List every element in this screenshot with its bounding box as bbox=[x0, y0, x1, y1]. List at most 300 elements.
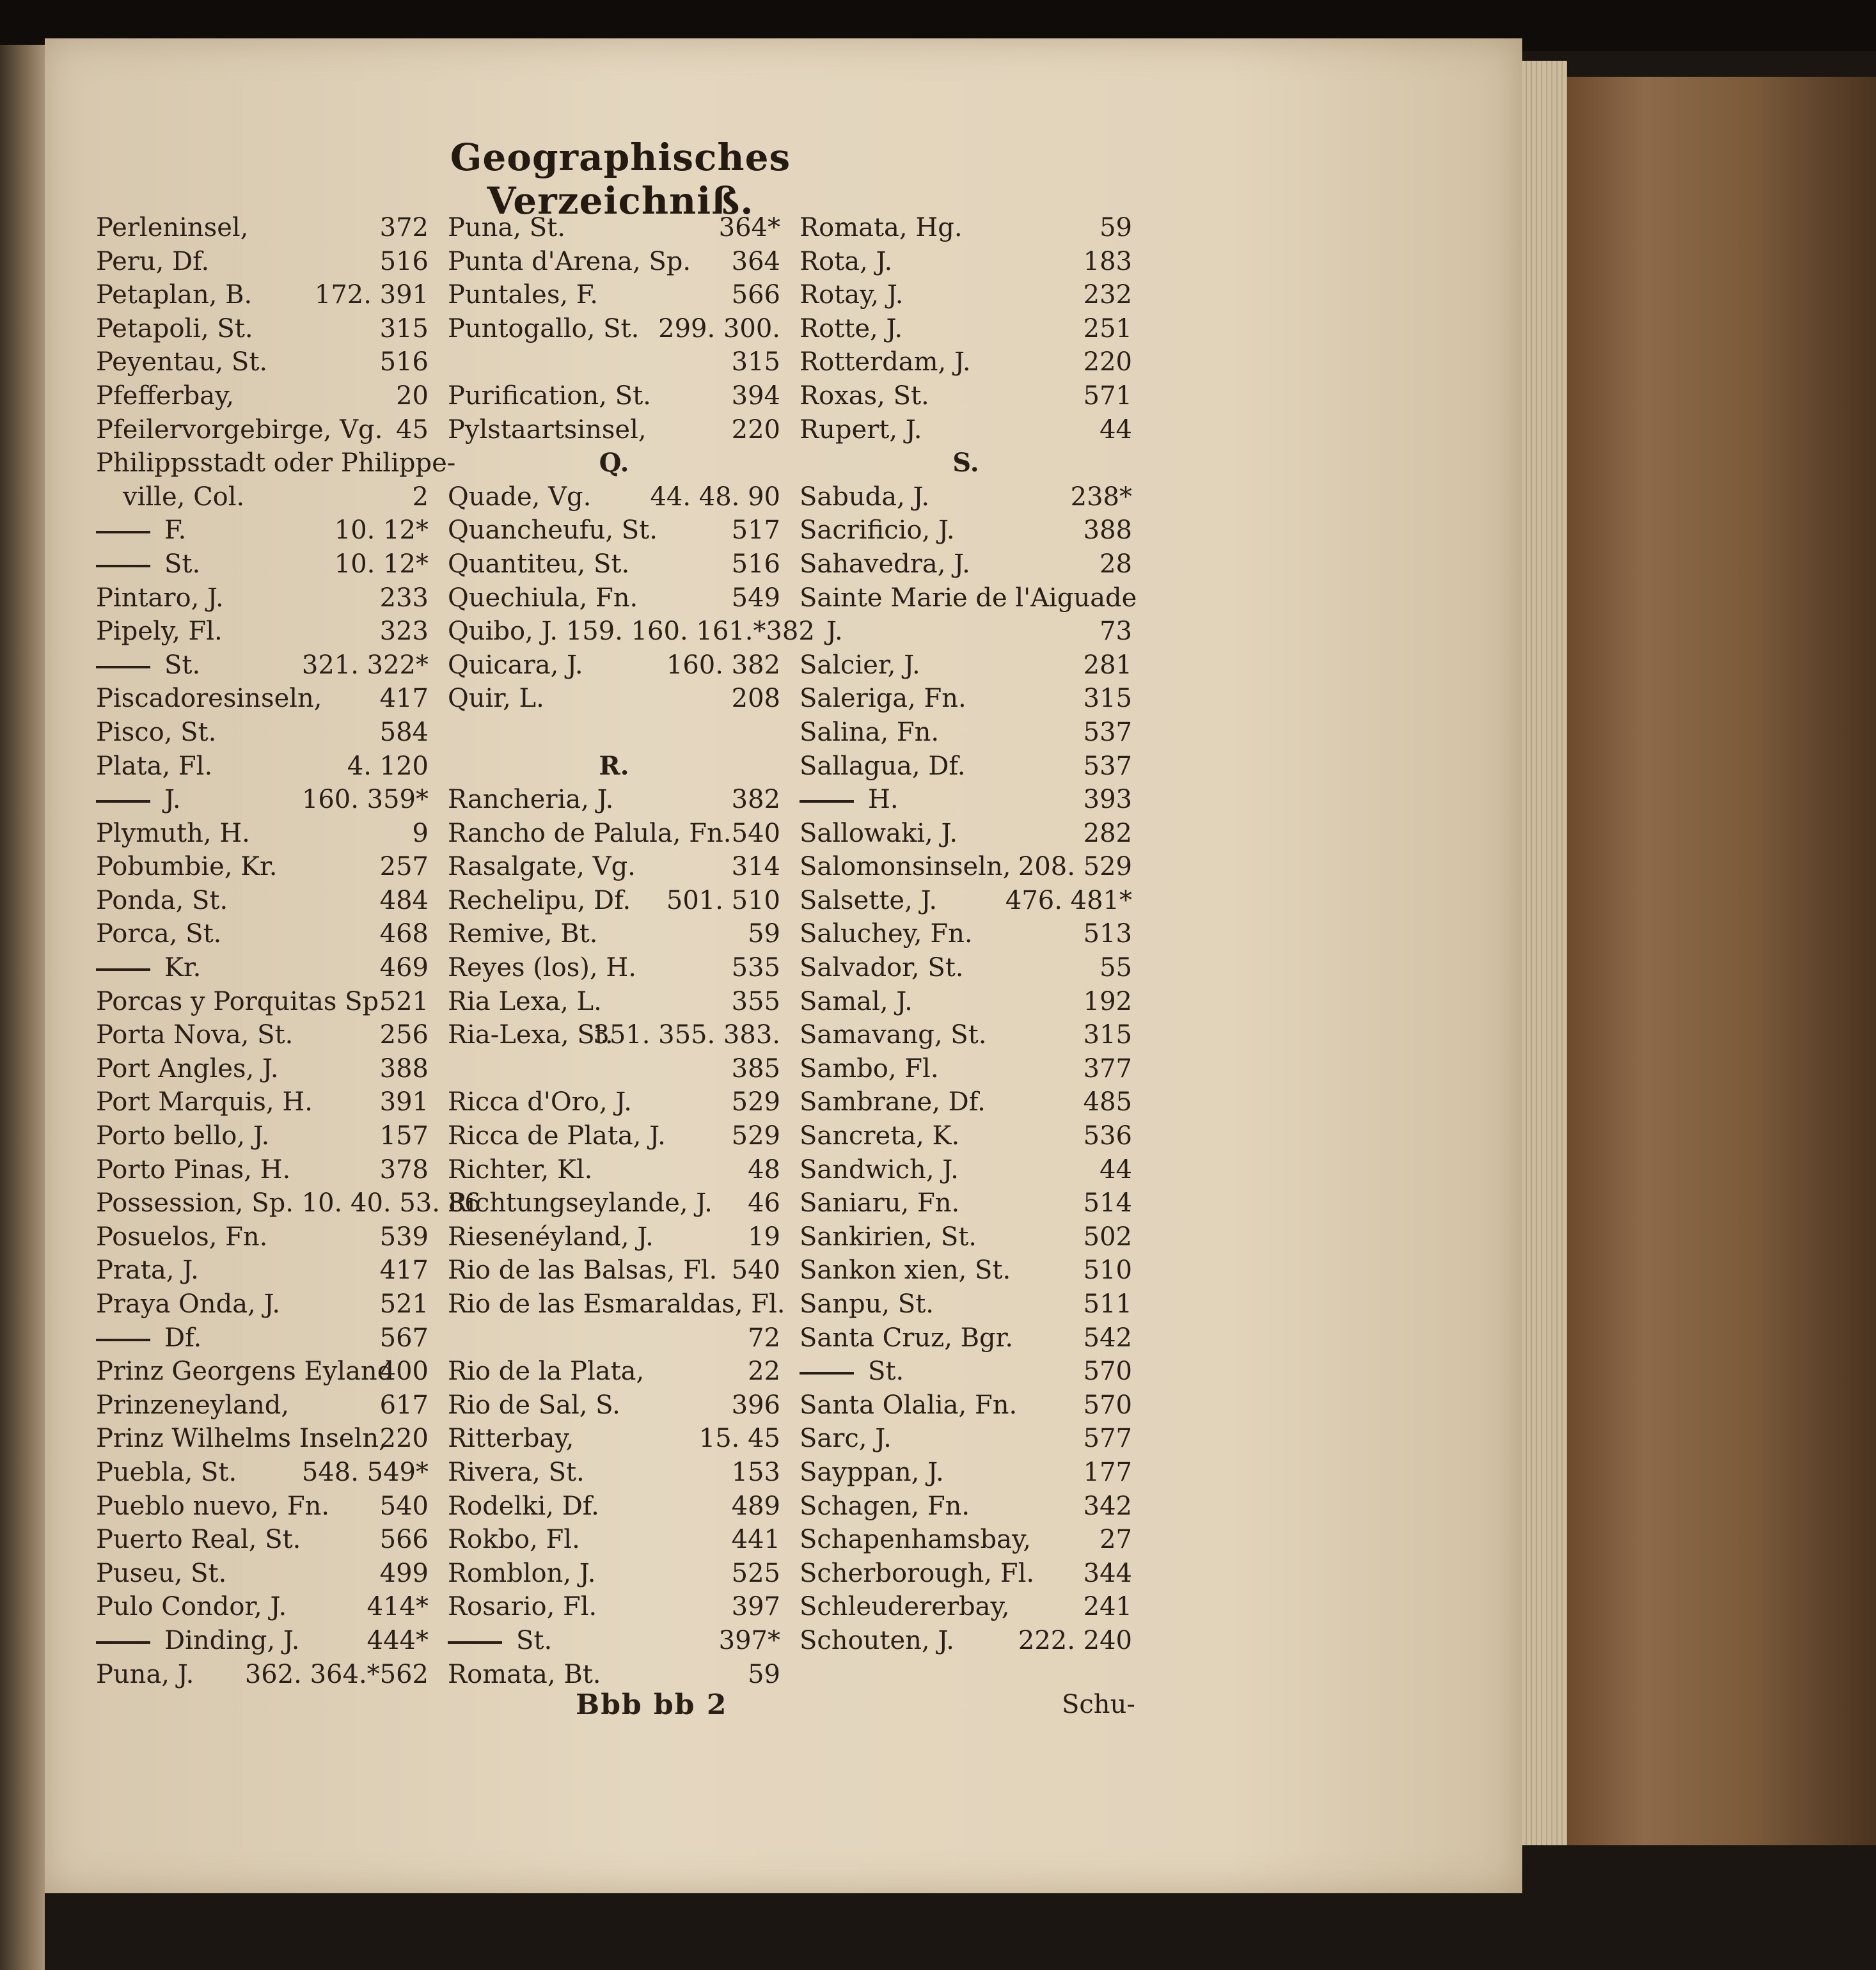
entry-name-text: Rio de las Esmaraldas, Fl. bbox=[448, 1289, 785, 1319]
entry-name bbox=[800, 1321, 1013, 1355]
entry-name bbox=[448, 1523, 580, 1557]
entry-name bbox=[96, 1523, 301, 1557]
signature-mark: Bbb bb 2 bbox=[576, 1689, 728, 1721]
entry-name-text: Sandwich, J. bbox=[800, 1154, 959, 1185]
index-entry bbox=[448, 514, 780, 548]
entry-page-number: 44 bbox=[1100, 1154, 1132, 1185]
entry-name-text: Quade, Vg. bbox=[448, 482, 592, 512]
entry-name bbox=[800, 548, 970, 581]
index-entry bbox=[448, 985, 780, 1019]
entry-name-text: Sahavedra, J. bbox=[800, 549, 970, 579]
entry-name-text: Prata, J. bbox=[96, 1256, 199, 1286]
entry-page-number: 388 bbox=[1083, 516, 1132, 546]
index-entry bbox=[800, 514, 1132, 548]
entry-name bbox=[800, 379, 929, 413]
index-entry bbox=[800, 917, 1132, 951]
index-entry bbox=[800, 1119, 1132, 1153]
index-entry bbox=[800, 211, 1132, 245]
entry-name-text: Rota, J. bbox=[800, 246, 893, 276]
entry-page-number: 372 bbox=[379, 213, 429, 242]
entry-name bbox=[448, 1085, 632, 1119]
index-entry bbox=[96, 1422, 429, 1456]
entry-page-number: 46 bbox=[748, 1188, 780, 1218]
entry-name bbox=[800, 1490, 970, 1524]
index-entry bbox=[448, 345, 780, 379]
entry-name-text: Pylstaartsinsel, bbox=[448, 414, 647, 445]
entry-name-text: Richter, Kl. bbox=[448, 1154, 593, 1185]
entry-name bbox=[448, 615, 815, 649]
index-entry bbox=[96, 985, 429, 1019]
entry-name bbox=[96, 1321, 201, 1355]
entry-name bbox=[800, 750, 966, 784]
entry-name bbox=[800, 312, 903, 346]
entry-page-number: 521 bbox=[379, 1289, 429, 1319]
index-entry bbox=[448, 1355, 780, 1389]
entry-page-number: 548. 549* bbox=[301, 1457, 429, 1487]
entry-name bbox=[448, 413, 647, 447]
entry-name bbox=[96, 312, 253, 346]
index-entry bbox=[800, 649, 1132, 682]
index-entry bbox=[448, 682, 780, 716]
entry-name-text: Petaplan, B. bbox=[96, 280, 253, 310]
entry-page-number: 59 bbox=[748, 919, 780, 949]
entry-name bbox=[800, 1288, 934, 1321]
entry-name-text: Riesenéyland, J. bbox=[448, 1222, 654, 1252]
entry-page-number: 537 bbox=[1083, 751, 1132, 781]
index-entry bbox=[96, 1052, 429, 1086]
index-entry bbox=[800, 413, 1132, 447]
entry-page-number: 315 bbox=[731, 347, 780, 377]
entry-name bbox=[800, 1590, 1009, 1624]
entry-page-number: 394 bbox=[731, 381, 780, 411]
entry-name-text: Praya Onda, J. bbox=[96, 1289, 281, 1319]
entry-name-text: Sainte Marie de l'Aiguade bbox=[800, 583, 1137, 613]
index-entry bbox=[96, 1658, 429, 1692]
index-entry bbox=[800, 682, 1132, 716]
index-entry bbox=[96, 312, 429, 346]
entry-name-text: Samavang, St. bbox=[800, 1020, 987, 1050]
entry-name bbox=[96, 278, 252, 312]
index-entry bbox=[96, 884, 429, 918]
index-entry bbox=[448, 1186, 780, 1220]
index-entry bbox=[96, 1590, 429, 1624]
index-entry bbox=[448, 615, 815, 649]
entry-name bbox=[448, 278, 598, 312]
entry-name-text: Quibo, J. 159. 160. 161.*382 bbox=[448, 617, 815, 647]
entry-name bbox=[448, 951, 636, 985]
index-entry bbox=[800, 548, 1132, 581]
index-entry bbox=[448, 716, 780, 750]
index-entry bbox=[96, 1355, 429, 1389]
entry-name bbox=[96, 413, 382, 447]
entry-name bbox=[800, 1052, 939, 1086]
entry-name-text: Sacrificio, J. bbox=[800, 516, 955, 546]
entry-page-number: 529 bbox=[731, 1121, 780, 1151]
index-entry bbox=[800, 1186, 1132, 1220]
index-entry bbox=[448, 211, 780, 245]
entry-page-number: 220 bbox=[1083, 347, 1132, 377]
entry-page-number: 516 bbox=[731, 549, 780, 579]
entry-page-number: 233 bbox=[379, 583, 429, 613]
index-entry bbox=[448, 850, 780, 884]
entry-page-number: 469 bbox=[379, 953, 429, 983]
entry-page-number: 28 bbox=[1100, 549, 1132, 579]
entry-name bbox=[96, 817, 250, 851]
entry-name bbox=[448, 817, 731, 851]
entry-page-number: 281 bbox=[1083, 650, 1132, 680]
entry-name bbox=[96, 985, 387, 1019]
entry-page-number: 19 bbox=[748, 1222, 780, 1252]
entry-name bbox=[448, 1355, 644, 1389]
index-entry bbox=[800, 985, 1132, 1019]
index-entry bbox=[448, 548, 780, 581]
entry-name-text: Ricca de Plata, J. bbox=[448, 1121, 666, 1151]
entry-name bbox=[96, 1119, 269, 1153]
entry-page-number: 517 bbox=[731, 516, 780, 546]
entry-name-text: Porto bello, J. bbox=[96, 1121, 270, 1151]
index-entry bbox=[448, 480, 780, 514]
entry-name-text: Saluchey, Fn. bbox=[800, 919, 973, 949]
entry-name-text: Porto Pinas, H. bbox=[96, 1154, 291, 1185]
entry-name-text: Richtungseylande, J. bbox=[448, 1188, 713, 1218]
entry-name bbox=[800, 850, 1011, 884]
index-entry bbox=[448, 1658, 780, 1692]
index-entry bbox=[96, 548, 429, 581]
entry-name-text: Puerto Real, St. bbox=[96, 1525, 301, 1555]
entry-page-number: 499 bbox=[379, 1558, 429, 1588]
entry-name-text: F. bbox=[164, 516, 187, 546]
index-entry bbox=[96, 1557, 429, 1591]
index-entry bbox=[448, 1590, 780, 1624]
entry-name-text: Romata, Bt. bbox=[448, 1659, 601, 1689]
entry-page-number: 355 bbox=[731, 986, 780, 1016]
index-entry bbox=[96, 345, 429, 379]
entry-name-text: Salina, Fn. bbox=[800, 717, 940, 747]
entry-name-text: Roxas, St. bbox=[800, 381, 929, 411]
entry-page-number: 388 bbox=[379, 1053, 429, 1084]
entry-name bbox=[800, 951, 964, 985]
entry-name bbox=[96, 850, 278, 884]
entry-name-text: Rio de las Balsas, Fl. bbox=[448, 1256, 718, 1286]
entry-name bbox=[96, 1456, 237, 1490]
index-entry bbox=[96, 1119, 429, 1153]
page-title: Geographisches Verzeichniß. bbox=[450, 136, 791, 223]
index-entry bbox=[448, 312, 780, 346]
entry-name-text: Rio de Sal, S. bbox=[448, 1390, 620, 1420]
entry-name-text: Schapenhamsbay, bbox=[800, 1525, 1031, 1555]
entry-name bbox=[800, 1389, 1017, 1422]
entry-name-text: Porca, St. bbox=[96, 919, 222, 949]
entry-name bbox=[96, 379, 234, 413]
entry-name-text: Sallagua, Df. bbox=[800, 751, 966, 781]
entry-name bbox=[96, 783, 181, 817]
index-entry bbox=[800, 278, 1132, 312]
entry-name bbox=[448, 581, 638, 615]
entry-page-number: 489 bbox=[731, 1491, 780, 1521]
entry-name-text: Piscadoresinseln, bbox=[96, 684, 322, 714]
entry-page-number: 241 bbox=[1083, 1592, 1132, 1622]
entry-page-number: 566 bbox=[379, 1525, 429, 1555]
index-entry bbox=[96, 1288, 429, 1321]
index-entry bbox=[96, 446, 456, 480]
entry-page-number: 385 bbox=[731, 1053, 780, 1084]
entry-name-text: Prinzeneyland, bbox=[96, 1390, 290, 1420]
entry-name bbox=[96, 1490, 329, 1524]
entry-page-number: 566 bbox=[731, 280, 780, 310]
index-column-3 bbox=[800, 211, 1137, 1658]
index-entry bbox=[448, 446, 780, 480]
entry-name bbox=[96, 345, 267, 379]
index-entry bbox=[800, 1153, 1132, 1187]
entry-page-number: 27 bbox=[1100, 1525, 1132, 1555]
entry-name-text: Sallowaki, J. bbox=[800, 818, 958, 848]
entry-name bbox=[800, 1456, 944, 1490]
entry-page-number: 514 bbox=[1083, 1188, 1132, 1218]
entry-name bbox=[448, 379, 651, 413]
entry-name-text: J. bbox=[164, 785, 181, 815]
index-entry bbox=[448, 783, 780, 817]
entry-page-number: 314 bbox=[731, 852, 780, 882]
entry-name bbox=[800, 278, 903, 312]
index-entry bbox=[96, 480, 429, 514]
entry-name bbox=[96, 615, 223, 649]
index-entry bbox=[96, 413, 429, 447]
index-entry bbox=[800, 1490, 1132, 1524]
entry-name-text: St. bbox=[164, 650, 201, 680]
entry-page-number: 570 bbox=[1083, 1357, 1132, 1387]
index-entry bbox=[448, 884, 780, 918]
index-entry bbox=[800, 1052, 1132, 1086]
entry-name-text: Rancheria, J. bbox=[448, 785, 614, 815]
entry-page-number: 570 bbox=[1083, 1390, 1132, 1420]
entry-name bbox=[800, 783, 899, 817]
entry-name bbox=[448, 682, 544, 716]
index-entry bbox=[96, 917, 429, 951]
ditto-dash bbox=[448, 1641, 502, 1644]
entry-name bbox=[96, 480, 244, 514]
entry-name bbox=[448, 1153, 592, 1187]
entry-name bbox=[448, 1288, 785, 1321]
entry-name bbox=[96, 514, 186, 548]
entry-name-text: Kr. bbox=[164, 953, 201, 983]
entry-page-number: 153 bbox=[731, 1457, 780, 1487]
entry-name-text: Puna, J. bbox=[96, 1659, 194, 1689]
index-entry bbox=[800, 345, 1132, 379]
entry-page-number: 55 bbox=[1100, 953, 1132, 983]
entry-page-number: 521 bbox=[379, 986, 429, 1016]
entry-page-number: 617 bbox=[379, 1390, 429, 1420]
entry-page-number: 502 bbox=[1083, 1222, 1132, 1252]
entry-page-number: 256 bbox=[379, 1020, 429, 1050]
entry-name bbox=[800, 615, 843, 649]
entry-page-number: 364 bbox=[731, 246, 780, 276]
entry-page-number: 222. 240 bbox=[1018, 1625, 1132, 1655]
entry-page-number: 4. 120 bbox=[347, 751, 429, 781]
index-entry bbox=[448, 750, 780, 784]
entry-name bbox=[96, 884, 228, 918]
entry-name-text: Rio de la Plata, bbox=[448, 1357, 645, 1387]
entry-name-text: Port Angles, J. bbox=[96, 1053, 279, 1084]
entry-page-number: 525 bbox=[731, 1558, 780, 1588]
index-entry bbox=[800, 581, 1137, 615]
entry-name bbox=[96, 548, 200, 581]
entry-page-number: 44. 48. 90 bbox=[650, 482, 780, 512]
entry-name bbox=[800, 480, 929, 514]
index-entry bbox=[96, 514, 429, 548]
entry-page-number: 183 bbox=[1083, 246, 1132, 276]
entry-name-text: Salomonsinseln, bbox=[800, 852, 1011, 882]
entry-page-number: 192 bbox=[1083, 986, 1132, 1016]
entry-page-number: 417 bbox=[379, 684, 429, 714]
entry-name-text: Sambo, Fl. bbox=[800, 1053, 939, 1084]
entry-name bbox=[448, 884, 631, 918]
entry-name bbox=[96, 1186, 481, 1220]
entry-page-number: 10. 12* bbox=[334, 549, 429, 579]
entry-page-number: 22 bbox=[748, 1357, 780, 1387]
entry-name-text: Sabuda, J. bbox=[800, 482, 930, 512]
entry-name bbox=[800, 1254, 1011, 1288]
entry-name bbox=[96, 1624, 299, 1658]
entry-page-number: 20 bbox=[396, 381, 429, 411]
entry-name-text: Schouten, J. bbox=[800, 1625, 954, 1655]
index-entry bbox=[800, 1288, 1132, 1321]
index-entry bbox=[96, 1389, 429, 1422]
entry-name bbox=[448, 1590, 597, 1624]
entry-page-number: 59 bbox=[748, 1659, 780, 1689]
index-entry bbox=[800, 1456, 1132, 1490]
index-entry bbox=[800, 1220, 1132, 1254]
entry-name bbox=[800, 1153, 959, 1187]
index-entry bbox=[96, 716, 429, 750]
entry-page-number: 468 bbox=[379, 919, 429, 949]
entry-name-text: Romata, Hg. bbox=[800, 213, 963, 242]
scan-background-bottom bbox=[1522, 1845, 1876, 1970]
entry-name bbox=[448, 245, 691, 279]
entry-page-number: 571 bbox=[1083, 381, 1132, 411]
entry-name bbox=[96, 1254, 199, 1288]
index-entry bbox=[96, 850, 429, 884]
entry-name bbox=[800, 581, 1137, 615]
entry-name bbox=[800, 716, 939, 750]
entry-page-number: 282 bbox=[1083, 818, 1132, 848]
index-entry bbox=[448, 1254, 780, 1288]
entry-name-text: Peru, Df. bbox=[96, 246, 210, 276]
index-entry bbox=[448, 1052, 780, 1086]
entry-page-number: 391 bbox=[379, 1087, 429, 1117]
entry-name-text: Quancheufu, St. bbox=[448, 516, 658, 546]
entry-name bbox=[448, 1422, 574, 1456]
entry-name bbox=[800, 682, 966, 716]
entry-page-number: 59 bbox=[1100, 213, 1132, 242]
index-entry bbox=[448, 1220, 780, 1254]
entry-name-text: St. bbox=[516, 1625, 553, 1655]
index-column-1 bbox=[96, 211, 481, 1691]
entry-page-number: 414* bbox=[367, 1592, 429, 1622]
entry-name-text: Santa Cruz, Bgr. bbox=[800, 1323, 1014, 1353]
entry-name-text: Rechelipu, Df. bbox=[448, 885, 631, 915]
entry-page-number: 584 bbox=[379, 717, 429, 747]
entry-name bbox=[96, 1220, 267, 1254]
entry-page-number: 364* bbox=[718, 213, 780, 242]
entry-page-number: 441 bbox=[731, 1525, 780, 1555]
entry-name-text: Schagen, Fn. bbox=[800, 1491, 970, 1521]
entry-page-number: 257 bbox=[379, 852, 429, 882]
index-entry bbox=[800, 817, 1132, 851]
entry-name bbox=[96, 1355, 393, 1389]
entry-name bbox=[448, 850, 636, 884]
entry-page-number: 48 bbox=[748, 1154, 780, 1185]
entry-name bbox=[96, 1018, 293, 1052]
entry-name bbox=[96, 1153, 290, 1187]
entry-page-number: 351. 355. 383. bbox=[593, 1020, 780, 1050]
entry-page-number: 44 bbox=[1100, 414, 1132, 445]
entry-name-text: Port Marquis, H. bbox=[96, 1087, 313, 1117]
entry-page-number: 396 bbox=[731, 1390, 780, 1420]
entry-name-text: Possession, Sp. 10. 40. 53. 86 bbox=[96, 1188, 481, 1218]
entry-name-text: Sayppan, J. bbox=[800, 1457, 944, 1487]
index-entry bbox=[800, 1523, 1132, 1557]
entry-page-number: 549 bbox=[731, 583, 780, 613]
index-entry bbox=[448, 1624, 780, 1658]
entry-name bbox=[448, 985, 602, 1019]
entry-page-number: 535 bbox=[731, 953, 780, 983]
entry-name bbox=[800, 245, 892, 279]
entry-name bbox=[96, 446, 455, 480]
entry-name bbox=[96, 581, 224, 615]
entry-name bbox=[448, 1220, 654, 1254]
index-entry bbox=[96, 211, 429, 245]
index-entry bbox=[96, 1220, 429, 1254]
section-letter: Q. bbox=[599, 448, 629, 478]
entry-name bbox=[800, 345, 971, 379]
entry-page-number: 9 bbox=[412, 818, 429, 848]
entry-name bbox=[448, 783, 613, 817]
entry-page-number: 540 bbox=[379, 1491, 429, 1521]
entry-name-text: Sankirien, St. bbox=[800, 1222, 977, 1252]
index-entry bbox=[448, 951, 780, 985]
entry-name-text: Rivera, St. bbox=[448, 1457, 585, 1487]
entry-name-text: Quantiteu, St. bbox=[448, 549, 630, 579]
entry-name bbox=[800, 817, 958, 851]
entry-page-number: 537 bbox=[1083, 717, 1132, 747]
index-entry bbox=[448, 1389, 780, 1422]
entry-name-text: Rancho de Palula, Fn. bbox=[448, 818, 732, 848]
entry-page-number: 208. 529 bbox=[1018, 852, 1132, 882]
index-entry bbox=[96, 817, 429, 851]
entry-name bbox=[96, 750, 212, 784]
entry-name bbox=[800, 1186, 959, 1220]
entry-page-number: 177 bbox=[1083, 1457, 1132, 1487]
entry-name bbox=[96, 917, 221, 951]
index-entry bbox=[448, 1288, 785, 1321]
entry-name-text: Santa Olalia, Fn. bbox=[800, 1390, 1018, 1420]
entry-name-text: H. bbox=[868, 785, 899, 815]
entry-name-text: Rotte, J. bbox=[800, 313, 903, 343]
entry-name-text: Salcier, J. bbox=[800, 650, 920, 680]
entry-name-text: Pobumbie, Kr. bbox=[96, 852, 278, 882]
entry-name-text: Pfeilervorgebirge, Vg. bbox=[96, 414, 383, 445]
index-entry bbox=[448, 1422, 780, 1456]
index-entry bbox=[96, 1186, 481, 1220]
index-entry bbox=[448, 649, 780, 682]
entry-page-number: 382 bbox=[731, 785, 780, 815]
index-entry bbox=[448, 278, 780, 312]
index-entry bbox=[800, 1254, 1132, 1288]
entry-name-text: Saleriga, Fn. bbox=[800, 684, 966, 714]
entry-name-text: Remive, Bt. bbox=[448, 919, 598, 949]
entry-name-text: Ricca d'Oro, J. bbox=[448, 1087, 632, 1117]
entry-name-text: Df. bbox=[164, 1323, 202, 1353]
